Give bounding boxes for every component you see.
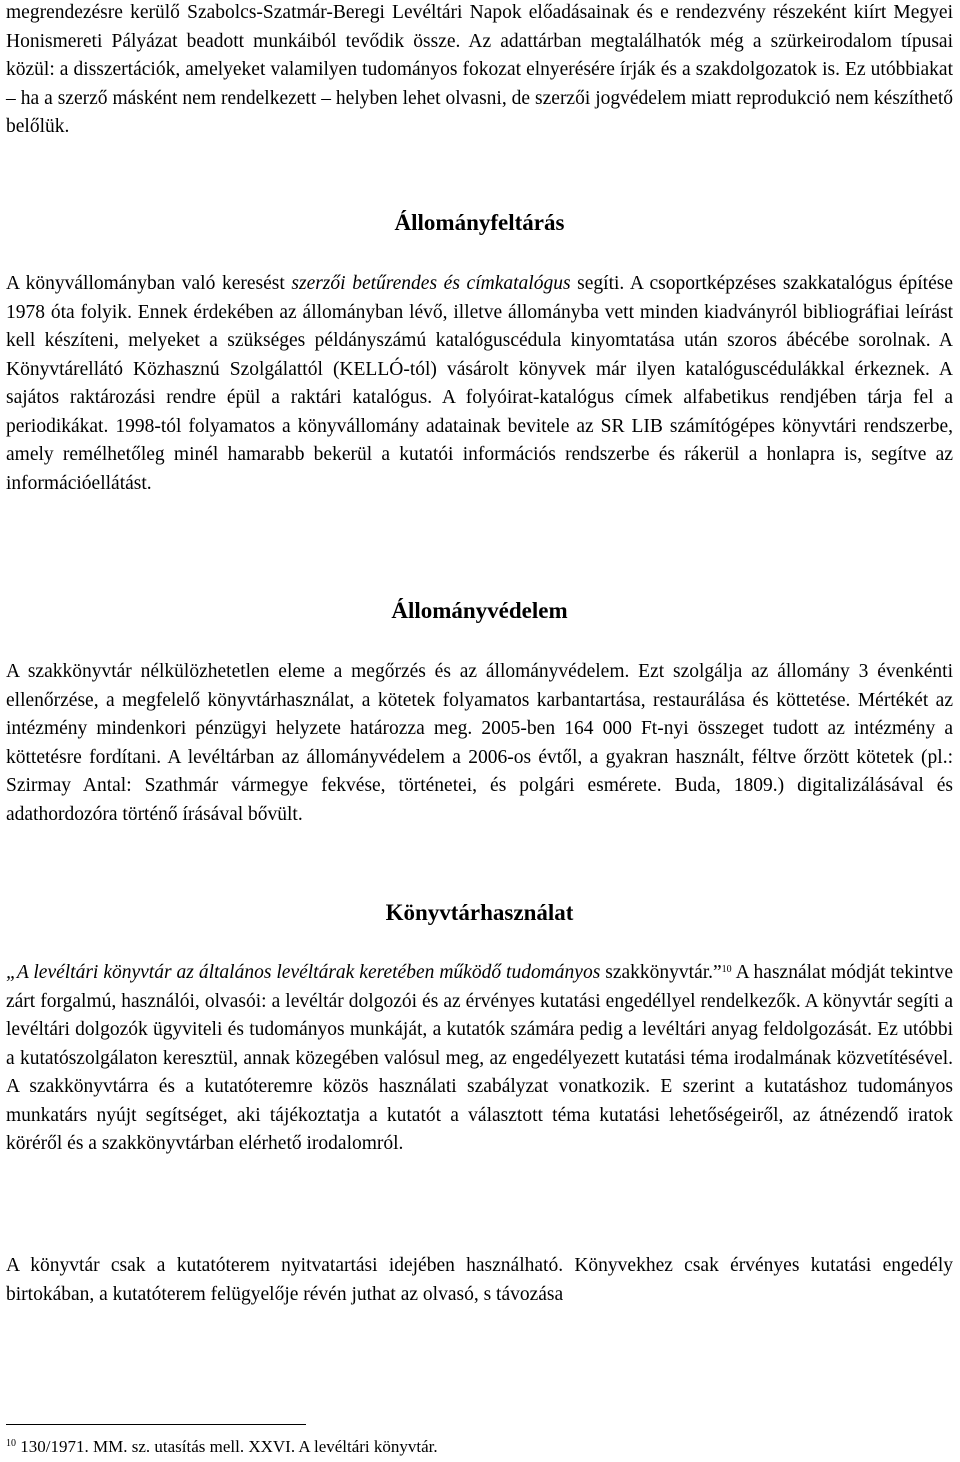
allomanyfeltaras-text-start: A könyvállományban való keresést: [6, 273, 292, 294]
konyvtarhasznalat-block: [6, 959, 953, 1159]
footnote: [6, 1437, 438, 1457]
section-heading-konyvtarhasznalat-block: [6, 898, 953, 928]
section-heading-allomanyfeltaras: Állományfeltárás: [394, 210, 565, 235]
konyvtarhasznalat-paragraph: [6, 959, 953, 1159]
footnote-number: 10: [6, 1438, 16, 1449]
konyvtarhasznalat-text: A használat módját tekintve zárt forgalmú, használói, olvasói: a levéltár dolgozói és az érvényes kutatási engedéllyel rendelkezők. A könyvtár segíti a levéltári dolgozók ügyviteli és tudományos munkáját, a kutatók számára pedig a levéltári anyag feldolgozását. Ez utóbbi a kutatószolgálaton keresztül, annak közegében valósul meg, az engedélyezett kutatási téma irodalmának közvetítésével. A szakkönyvtárra és a kutatóteremre közös használati szabályzat vonatkozik. E szerint a kutatáshoz tudományos munkatárs nyújt segítséget, aki tájékoztatja a kutatót a választott téma kutatási lehetőségeiről, az átnézendő iratok köréről és a szakkönyvtárban elérhető irodalomról.: [6, 962, 953, 1154]
section-heading-allomanyfeltaras-block: [6, 208, 953, 238]
section-heading-allomanyvedelem: Állományvédelem: [391, 598, 568, 623]
allomanyvedelem-block: [6, 658, 953, 829]
quote-end: szakkönyvtár.”: [605, 962, 722, 983]
intro-paragraph-block: [6, 0, 953, 142]
allomanyfeltaras-block: [6, 270, 953, 498]
allomanyfeltaras-paragraph: [6, 270, 953, 498]
footnote-text: 130/1971. MM. sz. utasítás mell. XXVI. A levéltári könyvtár.: [16, 1437, 438, 1456]
catalog-types-italic: szerzői betűrendes és címkatalógus: [291, 273, 571, 294]
section-heading-allomanyvedelem-block: [6, 596, 953, 626]
allomanyvedelem-paragraph: A szakkönyvtár nélkülözhetetlen eleme a megőrzés és az állományvédelem. Ezt szolgálja az állomány 3 évenkénti ellenőrzése, a megfelelő könyvtárhasználat, a kötetek folyamatos karbantartása, restaurálása és köttetése. Mértékét az intézmény mindenkori pénzügyi helyzete határozza meg. 2005-ben 164 000 Ft-nyi összeget tudott az intézmény a köttetésre fordítani. A levéltárban az állományvédelem a 2006-os évtől, a gyakran használt, féltve őrzött kötetek (pl.: Szirmay Antal: Szathmár vármegye fekvése, történetei, és polgári esmérete. Buda, 1809.) digitalizálásával és adathordozóra történő írásával bővült.: [6, 661, 953, 825]
intro-paragraph: megrendezésre kerülő Szabolcs-Szatmár-Beregi Levéltári Napok előadásainak és e rendezvény részeként kiírt Megyei Honismereti Pályázat beadott munkáiból tevődik össze. Az adattárban megtalálhatók még a szürkeirodalom típusai közül: a disszertációk, amelyeket valamilyen tudományos fokozat elnyerésére írják és a szakdolgozatok is. Ez utóbbiakat – ha a szerző másként nem rendelkezett – helyben lehet olvasni, de szerzői jogvédelem miatt reprodukció nem készíthető belőlük.: [6, 2, 953, 137]
allomanyfeltaras-text-rest: segíti. A csoportképzéses szakkatalógus építése 1978 óta folyik. Ennek érdekében az állományban lévő, illetve állományba vett minden kiadványról bibliográfiai leírást kell készíteni, melyeket a szükséges példányszámú katalóguscédula kinyomtatása után szoros ábécébe sorolnak. A Könyvtárellátó Közhasznú Szolgálattól (KELLÓ-tól) vásárolt könyvek már ilyen katalóguscédulákkal érkeznek. A sajátos raktározási rendre épül a raktári katalógus. A folyóirat-katalógus címek alfabetikus rendjében tárja fel a periodikákat. 1998-tól folyamatos a könyvállomány adatainak bevitele az SR LIB számítógépes könyvtári rendszerbe, amely remélhetőleg minél hamarabb bekerül a kutatói információs rendszerbe és rákerül a honlapra is, segítve az információellátást.: [6, 273, 953, 494]
konyvtarhasznalat-paragraph-2: A könyvtár csak a kutatóterem nyitvatartási idejében használható. Könyvekhez csak érvényes kutatási engedély birtokában, a kutatóterem felügyelője révén juthat az olvasó, s távozása: [6, 1255, 953, 1305]
konyvtarhasznalat-block-2: [6, 1252, 953, 1309]
quote-italic: „A levéltári könyvtár az általános levéltárak keretében működő tudományos: [6, 962, 601, 983]
section-heading-konyvtarhasznalat: Könyvtárhasználat: [385, 900, 574, 925]
footnote-reference: 10: [721, 964, 732, 975]
footnote-separator: [6, 1424, 306, 1425]
